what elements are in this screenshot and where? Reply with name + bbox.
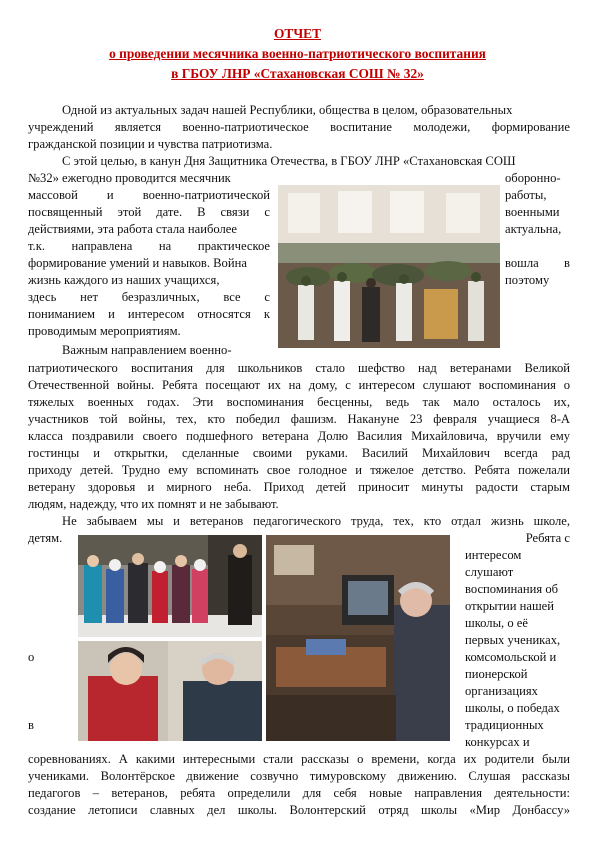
text-line: посвященный этой дате. В связи с xyxy=(28,205,270,219)
text-line: Важным направлением военно- xyxy=(62,343,232,357)
text-line: приходу детей. Трудно ему вспоминать свое голодное и тяжелое детство. Ребята пожелали xyxy=(28,463,570,477)
text-line: проводимым мероприятиям. xyxy=(28,324,181,338)
report-school: в ГБОУ ЛНР «Стахановская СОШ № 32» xyxy=(171,66,424,81)
text-line: Одной из актуальных задач нашей Республики, общества в целом, образовательных xyxy=(62,103,513,117)
text-line: ветерану здоровья и мирного неба. Приход детей приносит минуты радости старым xyxy=(28,480,570,494)
text-line: т.к. направлена на практическое xyxy=(28,239,270,253)
assembly-hall-photo xyxy=(278,185,500,348)
text-line: соревнованиях. А какими интересными стали рассказы о времени, когда их родители были xyxy=(28,752,570,766)
text-line: оборонно- xyxy=(505,171,561,185)
text-line: учениками. Волонтёрское движение созвучно тимуровскому движению. Слушая рассказы xyxy=(28,769,570,783)
text-line: педагогов – ветеранов, ребята определили для себя новые направления деятельности: xyxy=(28,786,570,800)
text-line: школы, о её xyxy=(465,616,528,630)
text-line: людям, надежду, что их помнят и не забывают. xyxy=(28,497,279,511)
text-line: о xyxy=(28,650,35,664)
text-line: гостинцы и открытки, сделанные своими руками. Василий Михайлович всегда рад xyxy=(28,446,570,460)
girl-with-veteran-photo xyxy=(78,641,262,741)
text-line: Не забываем мы и ветеранов педагогического труда, тех, кто отдал жизнь школе, xyxy=(62,514,570,528)
text-line: класса поздравили своего подшефного ветерана Долю Василия Михайловича, вручили ему xyxy=(28,429,570,443)
text-line: комсомольской и xyxy=(465,650,557,664)
report-title: ОТЧЕТ xyxy=(273,26,322,41)
text-line: слушают xyxy=(465,565,514,579)
text-line: вошла в xyxy=(505,256,570,270)
text-line: Ребята с xyxy=(525,531,570,545)
text-line: открытии нашей xyxy=(465,599,554,613)
text-line: поэтому xyxy=(505,273,550,287)
text-line: здесь нет безразличных, все с xyxy=(28,290,270,304)
text-line: формирование умений и навыков. Война xyxy=(28,256,247,270)
text-line: патриотического воспитания для школьников стало шефство над ветеранами Великой xyxy=(28,361,570,375)
text-line: пониманием и интересом относятся к xyxy=(28,307,270,321)
text-line: массовой и военно-патриотической xyxy=(28,188,270,202)
text-line: жизнь каждого из наших учащихся, xyxy=(28,273,220,287)
text-line: в xyxy=(28,718,34,732)
text-line: первых учениках, xyxy=(465,633,561,647)
text-line: актуальна, xyxy=(505,222,562,236)
text-line: конкурсах и xyxy=(465,735,530,749)
text-line: работы, xyxy=(505,188,547,202)
text-line: тяжелых военных годах. Эти воспоминания бесценны, ведь так мало осталось их, xyxy=(28,395,570,409)
text-line: Отечественной войны. Ребята посещают их на дому, с интересом слушают воспоминания о xyxy=(28,378,570,392)
text-line: интересом xyxy=(465,548,522,562)
text-line: традиционных xyxy=(465,718,544,732)
text-line: гражданской позиции и чувства патриотизма. xyxy=(28,137,273,151)
text-line: детям. xyxy=(28,531,63,545)
text-line: военными xyxy=(505,205,560,219)
text-line: действиями, эта работа стала наиболее xyxy=(28,222,237,236)
text-line: учреждений является военно-патриотическое воспитание молодежи, формирование xyxy=(28,120,570,134)
text-line: С этой целью, в канун Дня Защитника Отечества, в ГБОУ ЛНР «Стахановская СОШ xyxy=(62,154,516,168)
text-line: создание летописи славных дел школы. Волонтерский отряд школы «Мир Донбассу» xyxy=(28,803,570,817)
text-line: школы, о победах xyxy=(465,701,560,715)
text-line: участников той войны, тех, кто победил фашизм. Накануне 23 февраля учащиеся 8-А xyxy=(28,412,570,426)
children-outdoors-photo xyxy=(78,535,262,637)
teacher-veteran-photo xyxy=(266,535,450,741)
text-line: №32» ежегодно проводится месячник xyxy=(28,171,231,185)
text-line: воспоминания об xyxy=(465,582,559,596)
text-line: организациях xyxy=(465,684,538,698)
report-subtitle: о проведении месячника военно-патриотического воспитания xyxy=(109,46,486,61)
text-line: пионерской xyxy=(465,667,528,681)
